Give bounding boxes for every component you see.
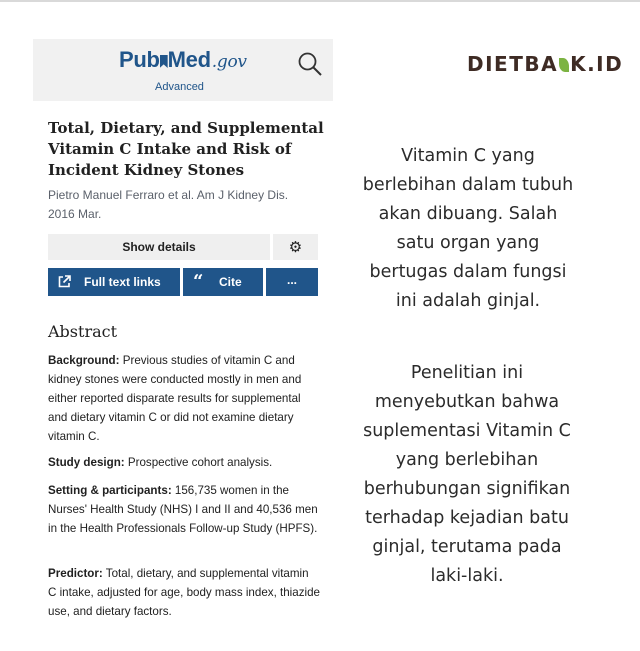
advanced-search-link[interactable]: Advanced <box>155 81 204 93</box>
settings-button[interactable] <box>273 234 318 260</box>
logo-gov: .gov <box>211 52 247 72</box>
abstract-setting <box>48 481 320 538</box>
more-label: ... <box>286 273 297 287</box>
brand-text-1: DIETBA <box>467 52 559 76</box>
dietbaik-logo <box>467 52 623 76</box>
pubmed-header <box>33 39 333 101</box>
cite-label: Cite <box>219 275 242 289</box>
article-meta: Pietro Manuel Ferraro et al. Am J Kidney Dis. 2016 Mar. <box>48 188 289 221</box>
logo-med: Med <box>167 47 211 72</box>
predictor-text: Total, dietary, and supplemental vitamin C intake, adjusted for age, body mass index, thiazide use, and dietary factors. <box>48 567 320 618</box>
background-text: Previous studies of vitamin C and kidney stones were conducted mostly in men and either reported disparate results for supplemental and dietary vitamin C or did not examine dietary vitamin C. <box>48 354 302 443</box>
full-text-links-button[interactable] <box>48 268 180 296</box>
full-text-links-label: Full text links <box>84 275 161 289</box>
predictor-label: Predictor: <box>48 567 103 580</box>
setting-text: 156,735 women in the Nurses' Health Study (NHS) I and II and 40,536 men in the Health Professionals Follow-up Study (HPFS). <box>48 484 318 535</box>
show-details-button[interactable]: Show details <box>48 234 270 260</box>
pubmed-logo[interactable] <box>119 47 247 73</box>
setting-label: Setting & participants: <box>48 484 172 497</box>
external-link-icon <box>58 275 71 288</box>
bookmark-icon <box>160 55 168 68</box>
design-text: Prospective cohort analysis. <box>124 456 273 469</box>
abstract-predictor <box>48 564 320 621</box>
leaf-icon <box>559 58 569 72</box>
cite-button[interactable] <box>183 268 263 296</box>
gear-icon: ⚙ <box>288 239 303 256</box>
background-label: Background: <box>48 354 120 367</box>
design-label: Study design: <box>48 456 125 469</box>
abstract-background <box>48 351 320 446</box>
article-title: Total, Dietary, and Supplemental Vitamin C Intake and Risk of Incident Kidney Stones <box>48 119 324 179</box>
caption-second: Penelitian ini menyebutkan bahwa suplementasi Vitamin C yang berlebihan berhubungan signifikan terhadap kejadian batu ginjal, terutama pada laki-laki. <box>363 363 571 586</box>
brand-text-2: K.ID <box>570 52 624 76</box>
logo-pub: Pub <box>119 47 160 72</box>
quote-icon: “ <box>193 271 204 292</box>
top-divider <box>0 0 640 2</box>
abstract-study-design <box>48 453 320 472</box>
more-actions-button[interactable] <box>266 268 318 296</box>
abstract-heading: Abstract <box>48 322 118 341</box>
caption-first: Vitamin C yang berlebihan dalam tubuh akan dibuang. Salah satu organ yang bertugas dalam fungsi ini adalah ginjal. <box>362 146 574 311</box>
search-icon[interactable] <box>297 51 323 77</box>
